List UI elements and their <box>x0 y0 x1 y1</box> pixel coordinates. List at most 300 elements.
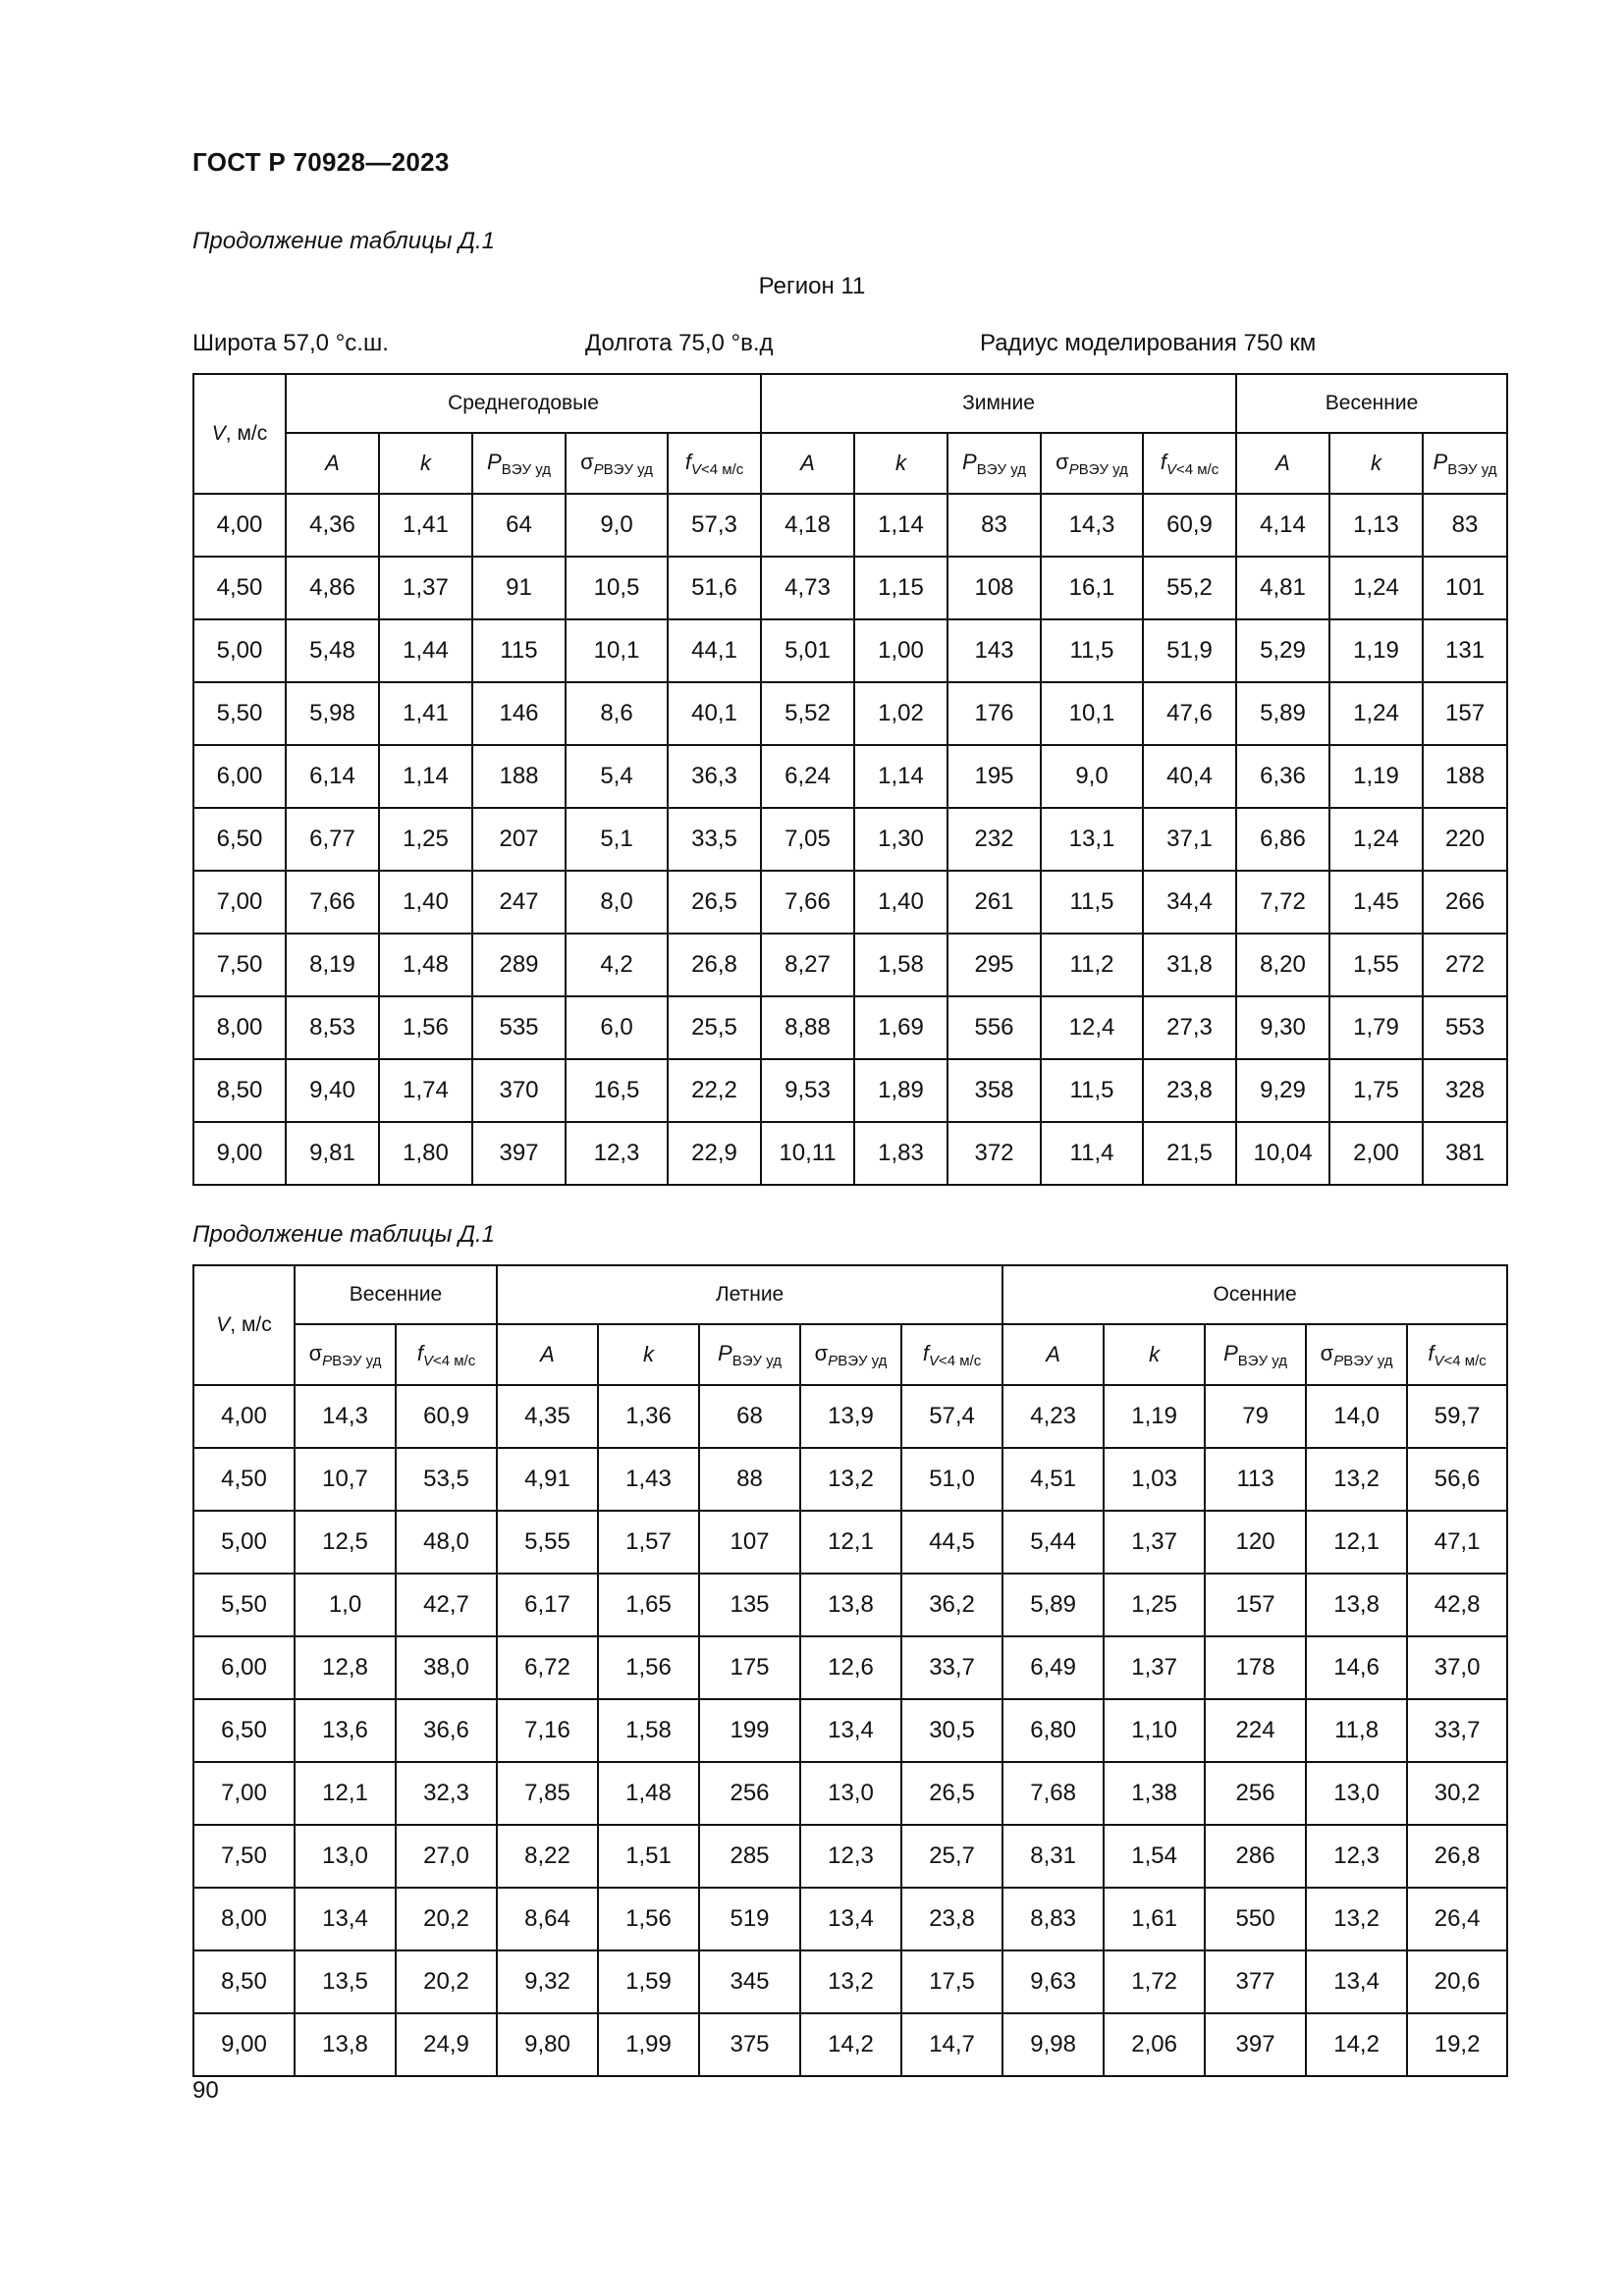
table-cell: 12,4 <box>1041 996 1143 1059</box>
table-cell: 1,10 <box>1104 1699 1205 1762</box>
table-cell: 47,1 <box>1407 1511 1507 1574</box>
table-cell: 1,41 <box>379 494 472 557</box>
table-cell: 289 <box>472 934 566 996</box>
table-cell: 14,3 <box>295 1385 396 1448</box>
table-cell: 295 <box>947 934 1041 996</box>
table-cell: 4,91 <box>497 1448 598 1511</box>
table-cell: 13,0 <box>1306 1762 1407 1825</box>
table-cell: 101 <box>1423 557 1507 619</box>
table-cell: 91 <box>472 557 566 619</box>
table-cell: 1,37 <box>1104 1511 1205 1574</box>
table-cell: 358 <box>947 1059 1041 1122</box>
table-cell: 38,0 <box>396 1636 497 1699</box>
table-cell: 1,75 <box>1329 1059 1423 1122</box>
header-group-spring: Весенние <box>295 1265 497 1324</box>
table-cell: 1,74 <box>379 1059 472 1122</box>
table-cell: 7,68 <box>1002 1762 1104 1825</box>
table-cell: 9,63 <box>1002 1950 1104 2013</box>
table-cell: 1,24 <box>1329 557 1423 619</box>
table-cell: 16,1 <box>1041 557 1143 619</box>
table-cell: 57,4 <box>901 1385 1002 1448</box>
table-cell: 146 <box>472 682 566 745</box>
table-cell: 12,8 <box>295 1636 396 1699</box>
table-cell: 83 <box>947 494 1041 557</box>
table-cell: 256 <box>699 1762 800 1825</box>
speed-cell: 7,00 <box>193 1762 295 1825</box>
table-cell: 1,43 <box>598 1448 699 1511</box>
table-cell: 1,02 <box>854 682 947 745</box>
table-cell: 9,32 <box>497 1950 598 2013</box>
table-cell: 1,59 <box>598 1950 699 2013</box>
table-cell: 1,30 <box>854 808 947 871</box>
table-cell: 26,4 <box>1407 1888 1507 1950</box>
table-cell: 1,24 <box>1329 682 1423 745</box>
table-cell: 34,4 <box>1143 871 1236 934</box>
table-cell: 30,2 <box>1407 1762 1507 1825</box>
table-cell: 13,6 <box>295 1699 396 1762</box>
table-cell: 1,15 <box>854 557 947 619</box>
table-cell: 5,98 <box>286 682 379 745</box>
table-row <box>193 1448 1507 1511</box>
table-cell: 1,40 <box>379 871 472 934</box>
table-cell: 16,5 <box>566 1059 668 1122</box>
table-cell: 107 <box>699 1511 800 1574</box>
table-cell: 40,4 <box>1143 745 1236 808</box>
table-cell: 9,29 <box>1236 1059 1329 1122</box>
table-cell: 10,04 <box>1236 1122 1329 1185</box>
table-cell: 9,30 <box>1236 996 1329 1059</box>
table-cell: 11,5 <box>1041 871 1143 934</box>
header-col-f: $f_{V<4 м/с}$ <box>396 1324 497 1385</box>
header-group-spring: Весенние <box>1236 374 1507 433</box>
table-cell: 14,3 <box>1041 494 1143 557</box>
table-cell: 115 <box>472 619 566 682</box>
table-cell: 1,13 <box>1329 494 1423 557</box>
table-cell: 10,7 <box>295 1448 396 1511</box>
table-cell: 4,36 <box>286 494 379 557</box>
table-cell: 553 <box>1423 996 1507 1059</box>
table-cell: 40,1 <box>668 682 761 745</box>
table-cell: 4,81 <box>1236 557 1329 619</box>
table-cell: 6,17 <box>497 1574 598 1636</box>
table-cell: 1,37 <box>379 557 472 619</box>
table-cell: 1,41 <box>379 682 472 745</box>
table-cell: 4,73 <box>761 557 854 619</box>
table-cell: 13,0 <box>295 1825 396 1888</box>
header-col-f: $f_{V<4 м/с}$ <box>1143 433 1236 494</box>
table-cell: 13,4 <box>800 1699 901 1762</box>
table-cell: 4,14 <box>1236 494 1329 557</box>
table-cell: 8,0 <box>566 871 668 934</box>
header-group-winter: Зимние <box>761 374 1236 433</box>
table-cell: 5,29 <box>1236 619 1329 682</box>
table-cell: 1,19 <box>1329 619 1423 682</box>
table-cell: 13,0 <box>800 1762 901 1825</box>
table-cell: 1,48 <box>598 1762 699 1825</box>
table-cell: 13,1 <box>1041 808 1143 871</box>
table-row <box>193 682 1507 745</box>
table-row <box>193 1762 1507 1825</box>
table-cell: 519 <box>699 1888 800 1950</box>
table-cell: 2,06 <box>1104 2013 1205 2076</box>
table-cell: 6,0 <box>566 996 668 1059</box>
table-cell: 13,2 <box>800 1448 901 1511</box>
speed-cell: 5,00 <box>193 619 286 682</box>
table-cell: 266 <box>1423 871 1507 934</box>
table-cell: 8,88 <box>761 996 854 1059</box>
table-cell: 6,86 <box>1236 808 1329 871</box>
table-cell: 31,8 <box>1143 934 1236 996</box>
table-row <box>193 996 1507 1059</box>
table-cell: 9,0 <box>566 494 668 557</box>
table-cell: 42,7 <box>396 1574 497 1636</box>
speed-cell: 6,00 <box>193 745 286 808</box>
speed-cell: 4,00 <box>193 1385 295 1448</box>
table-cell: 1,44 <box>379 619 472 682</box>
table-cell: 11,5 <box>1041 619 1143 682</box>
table-cell: 345 <box>699 1950 800 2013</box>
table-cell: 328 <box>1423 1059 1507 1122</box>
table-row <box>193 1385 1507 1448</box>
table-cell: 36,3 <box>668 745 761 808</box>
table-cell: 135 <box>699 1574 800 1636</box>
table-cell: 7,85 <box>497 1762 598 1825</box>
table-cell: 44,5 <box>901 1511 1002 1574</box>
table-cell: 12,6 <box>800 1636 901 1699</box>
table-cell: 5,52 <box>761 682 854 745</box>
speed-cell: 8,50 <box>193 1059 286 1122</box>
table-cell: 143 <box>947 619 1041 682</box>
table-cell: 131 <box>1423 619 1507 682</box>
table-cell: 11,2 <box>1041 934 1143 996</box>
table-cell: 25,5 <box>668 996 761 1059</box>
table-cell: 1,25 <box>379 808 472 871</box>
table-row <box>193 494 1507 557</box>
header-group-annual: Среднегодовые <box>286 374 761 433</box>
table-cell: 1,40 <box>854 871 947 934</box>
table-cell: 11,4 <box>1041 1122 1143 1185</box>
header-col-P: $P_{ВЭУ уд}$ <box>1423 433 1507 494</box>
table-cell: 397 <box>472 1122 566 1185</box>
table-cell: 51,9 <box>1143 619 1236 682</box>
table-cell: 11,5 <box>1041 1059 1143 1122</box>
table-cell: 372 <box>947 1122 1041 1185</box>
table-cell: 27,0 <box>396 1825 497 1888</box>
table-cell: 33,5 <box>668 808 761 871</box>
table-cell: 60,9 <box>1143 494 1236 557</box>
table-cell: 10,5 <box>566 557 668 619</box>
header-v: V, м/с <box>193 374 286 494</box>
table-row <box>193 2013 1507 2076</box>
table-cell: 9,81 <box>286 1122 379 1185</box>
table-cell: 7,72 <box>1236 871 1329 934</box>
header-col-A: A <box>286 433 379 494</box>
table-cell: 113 <box>1205 1448 1306 1511</box>
header-col-P: $P_{ВЭУ уд}$ <box>1205 1324 1306 1385</box>
header-group-autumn: Осенние <box>1002 1265 1507 1324</box>
header-col-f: $f_{V<4 м/с}$ <box>901 1324 1002 1385</box>
table-cell: 1,0 <box>295 1574 396 1636</box>
table2-body <box>193 1385 1507 2076</box>
table-cell: 8,64 <box>497 1888 598 1950</box>
table-cell: 14,7 <box>901 2013 1002 2076</box>
table-cell: 20,2 <box>396 1950 497 2013</box>
table-cell: 5,89 <box>1236 682 1329 745</box>
table-row <box>193 1950 1507 2013</box>
header-col-P: $P_{ВЭУ уд}$ <box>699 1324 800 1385</box>
table-cell: 8,31 <box>1002 1825 1104 1888</box>
table-cell: 22,9 <box>668 1122 761 1185</box>
table1-caption: Продолжение таблицы Д.1 <box>192 228 496 254</box>
header-col-sigma: $\sigma_{PВЭУ уд}$ <box>800 1324 901 1385</box>
table-cell: 9,53 <box>761 1059 854 1122</box>
table-cell: 1,58 <box>598 1699 699 1762</box>
table-cell: 33,7 <box>1407 1699 1507 1762</box>
table1-body <box>193 494 1507 1185</box>
header-col-f: $f_{V<4 м/с}$ <box>1407 1324 1507 1385</box>
table-cell: 6,77 <box>286 808 379 871</box>
table-cell: 60,9 <box>396 1385 497 1448</box>
table-cell: 14,2 <box>800 2013 901 2076</box>
table-cell: 64 <box>472 494 566 557</box>
table-row <box>193 1059 1507 1122</box>
header-col-A: A <box>761 433 854 494</box>
table-cell: 13,2 <box>1306 1448 1407 1511</box>
table-cell: 5,89 <box>1002 1574 1104 1636</box>
table-cell: 5,01 <box>761 619 854 682</box>
table-cell: 22,2 <box>668 1059 761 1122</box>
table-cell: 556 <box>947 996 1041 1059</box>
table-cell: 13,2 <box>1306 1888 1407 1950</box>
table-cell: 10,1 <box>1041 682 1143 745</box>
speed-cell: 5,50 <box>193 1574 295 1636</box>
table-cell: 13,8 <box>295 2013 396 2076</box>
table-cell: 6,14 <box>286 745 379 808</box>
speed-cell: 5,00 <box>193 1511 295 1574</box>
table-cell: 6,72 <box>497 1636 598 1699</box>
speed-cell: 8,00 <box>193 996 286 1059</box>
speed-cell: 8,00 <box>193 1888 295 1950</box>
table-cell: 23,8 <box>1143 1059 1236 1122</box>
table-cell: 1,65 <box>598 1574 699 1636</box>
table-cell: 8,22 <box>497 1825 598 1888</box>
table-cell: 30,5 <box>901 1699 1002 1762</box>
header-col-P: $P_{ВЭУ уд}$ <box>947 433 1041 494</box>
table-cell: 1,38 <box>1104 1762 1205 1825</box>
header-group-summer: Летние <box>497 1265 1002 1324</box>
table-cell: 375 <box>699 2013 800 2076</box>
table-cell: 25,7 <box>901 1825 1002 1888</box>
table-cell: 4,2 <box>566 934 668 996</box>
table-cell: 1,80 <box>379 1122 472 1185</box>
table-cell: 550 <box>1205 1888 1306 1950</box>
speed-cell: 6,50 <box>193 808 286 871</box>
table-cell: 10,1 <box>566 619 668 682</box>
table-cell: 19,2 <box>1407 2013 1507 2076</box>
data-table-1 <box>192 373 1508 1186</box>
speed-cell: 4,50 <box>193 557 286 619</box>
table-cell: 79 <box>1205 1385 1306 1448</box>
table-cell: 5,48 <box>286 619 379 682</box>
table-cell: 188 <box>1423 745 1507 808</box>
table-cell: 9,98 <box>1002 2013 1104 2076</box>
region-title: Регион 11 <box>758 273 866 299</box>
header-col-A: A <box>1002 1324 1104 1385</box>
table-cell: 285 <box>699 1825 800 1888</box>
table-cell: 12,3 <box>800 1825 901 1888</box>
header-v: V, м/с <box>193 1265 295 1385</box>
table-cell: 5,44 <box>1002 1511 1104 1574</box>
table2-caption: Продолжение таблицы Д.1 <box>192 1221 496 1248</box>
table-cell: 68 <box>699 1385 800 1448</box>
table-cell: 176 <box>947 682 1041 745</box>
table-cell: 247 <box>472 871 566 934</box>
table-cell: 256 <box>1205 1762 1306 1825</box>
table-cell: 157 <box>1205 1574 1306 1636</box>
table-cell: 1,55 <box>1329 934 1423 996</box>
table-cell: 199 <box>699 1699 800 1762</box>
header-col-sigma: $\sigma_{PВЭУ уд}$ <box>1306 1324 1407 1385</box>
table-cell: 1,51 <box>598 1825 699 1888</box>
speed-cell: 4,50 <box>193 1448 295 1511</box>
table-cell: 4,18 <box>761 494 854 557</box>
table-cell: 261 <box>947 871 1041 934</box>
table-cell: 23,8 <box>901 1888 1002 1950</box>
table-cell: 8,6 <box>566 682 668 745</box>
table-cell: 12,1 <box>295 1762 396 1825</box>
table-cell: 8,19 <box>286 934 379 996</box>
speed-cell: 8,50 <box>193 1950 295 2013</box>
table-cell: 17,5 <box>901 1950 1002 2013</box>
table-cell: 232 <box>947 808 1041 871</box>
data-table-2 <box>192 1264 1508 2077</box>
speed-cell: 9,00 <box>193 2013 295 2076</box>
table-cell: 51,6 <box>668 557 761 619</box>
table-cell: 12,1 <box>1306 1511 1407 1574</box>
table-cell: 195 <box>947 745 1041 808</box>
table-row <box>193 1888 1507 1950</box>
table-cell: 9,40 <box>286 1059 379 1122</box>
table-row <box>193 1511 1507 1574</box>
table-cell: 1,99 <box>598 2013 699 2076</box>
table-cell: 1,45 <box>1329 871 1423 934</box>
table-cell: 4,51 <box>1002 1448 1104 1511</box>
table-cell: 1,24 <box>1329 808 1423 871</box>
table-cell: 44,1 <box>668 619 761 682</box>
table-cell: 27,3 <box>1143 996 1236 1059</box>
table-cell: 1,89 <box>854 1059 947 1122</box>
latitude-label: Широта 57,0 °с.ш. <box>192 330 389 356</box>
table-row <box>193 1699 1507 1762</box>
table-cell: 1,72 <box>1104 1950 1205 2013</box>
table-cell: 14,0 <box>1306 1385 1407 1448</box>
table-cell: 1,56 <box>598 1888 699 1950</box>
table-cell: 12,1 <box>800 1511 901 1574</box>
table-cell: 1,69 <box>854 996 947 1059</box>
header-col-k: k <box>854 433 947 494</box>
header-col-P: $P_{ВЭУ уд}$ <box>472 433 566 494</box>
header-col-sigma: $\sigma_{PВЭУ уд}$ <box>1041 433 1143 494</box>
table-cell: 7,66 <box>286 871 379 934</box>
table-cell: 13,8 <box>800 1574 901 1636</box>
table-cell: 13,4 <box>1306 1950 1407 2013</box>
table-cell: 20,6 <box>1407 1950 1507 2013</box>
table-cell: 1,00 <box>854 619 947 682</box>
header-col-k: k <box>1104 1324 1205 1385</box>
table-row <box>193 1636 1507 1699</box>
speed-cell: 6,00 <box>193 1636 295 1699</box>
table-cell: 9,80 <box>497 2013 598 2076</box>
table-cell: 220 <box>1423 808 1507 871</box>
table-cell: 26,8 <box>1407 1825 1507 1888</box>
table-cell: 4,86 <box>286 557 379 619</box>
table-row <box>193 745 1507 808</box>
speed-cell: 7,50 <box>193 934 286 996</box>
document-title: ГОСТ Р 70928—2023 <box>192 147 450 177</box>
table-cell: 370 <box>472 1059 566 1122</box>
longitude-label: Долгота 75,0 °в.д <box>585 330 774 356</box>
table-cell: 5,4 <box>566 745 668 808</box>
table-cell: 5,55 <box>497 1511 598 1574</box>
table-cell: 4,35 <box>497 1385 598 1448</box>
table-cell: 535 <box>472 996 566 1059</box>
table-cell: 55,2 <box>1143 557 1236 619</box>
table-cell: 12,3 <box>1306 1825 1407 1888</box>
table-cell: 6,24 <box>761 745 854 808</box>
table-cell: 224 <box>1205 1699 1306 1762</box>
speed-cell: 7,50 <box>193 1825 295 1888</box>
table-cell: 120 <box>1205 1511 1306 1574</box>
table-cell: 11,8 <box>1306 1699 1407 1762</box>
speed-cell: 6,50 <box>193 1699 295 1762</box>
table-cell: 1,25 <box>1104 1574 1205 1636</box>
table-cell: 1,48 <box>379 934 472 996</box>
table-row <box>193 1574 1507 1636</box>
table-cell: 6,36 <box>1236 745 1329 808</box>
table-row <box>193 557 1507 619</box>
table-cell: 1,19 <box>1104 1385 1205 1448</box>
speed-cell: 9,00 <box>193 1122 286 1185</box>
header-col-sigma: $\sigma_{PВЭУ уд}$ <box>295 1324 396 1385</box>
table-cell: 26,5 <box>668 871 761 934</box>
speed-cell: 4,00 <box>193 494 286 557</box>
table-cell: 381 <box>1423 1122 1507 1185</box>
header-col-k: k <box>598 1324 699 1385</box>
table-cell: 6,49 <box>1002 1636 1104 1699</box>
table-cell: 57,3 <box>668 494 761 557</box>
table-cell: 13,4 <box>295 1888 396 1950</box>
table-cell: 36,2 <box>901 1574 1002 1636</box>
table-cell: 207 <box>472 808 566 871</box>
table-cell: 53,5 <box>396 1448 497 1511</box>
table-cell: 14,2 <box>1306 2013 1407 2076</box>
table-cell: 1,54 <box>1104 1825 1205 1888</box>
table-cell: 32,3 <box>396 1762 497 1825</box>
table-cell: 24,9 <box>396 2013 497 2076</box>
speed-cell: 7,00 <box>193 871 286 934</box>
table-cell: 13,4 <box>800 1888 901 1950</box>
table-cell: 8,83 <box>1002 1888 1104 1950</box>
table-cell: 37,0 <box>1407 1636 1507 1699</box>
table-cell: 88 <box>699 1448 800 1511</box>
table-row <box>193 1825 1507 1888</box>
header-col-k: k <box>1329 433 1423 494</box>
table-cell: 26,8 <box>668 934 761 996</box>
table-cell: 175 <box>699 1636 800 1699</box>
table-cell: 178 <box>1205 1636 1306 1699</box>
table-cell: 1,03 <box>1104 1448 1205 1511</box>
table-cell: 1,57 <box>598 1511 699 1574</box>
